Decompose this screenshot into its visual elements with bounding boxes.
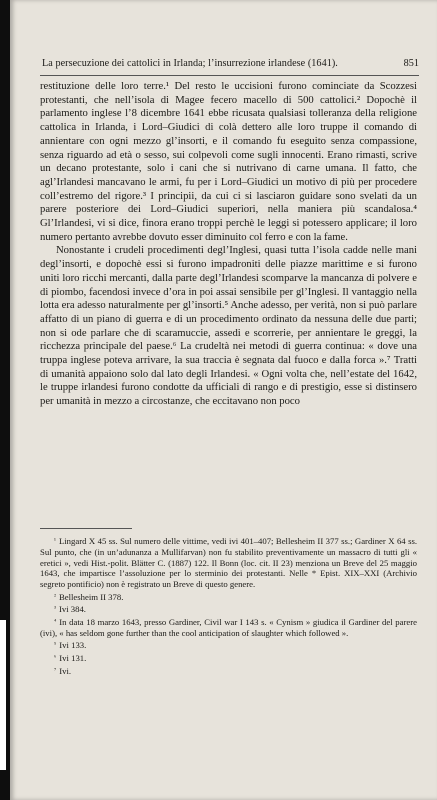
main-text [40,80,417,409]
footnote [40,604,417,615]
footnote-marker: ² [54,592,56,600]
scan-edge [0,620,6,770]
footnote-text: In data 18 marzo 1643, presso Gardiner, Civil war I 143 s. « Cynism » giudica il Gardiner del parere (ivi), « has seldom gone further than the cool anticipation of slaughter which followed ». [40,616,417,638]
footnotes [40,536,417,678]
footnote-marker: ¹ [54,537,56,544]
footnote [40,592,417,603]
footnote-marker: ⁶ [54,653,57,661]
footnote-text: Ivi 131. [59,652,87,663]
paragraph: restituzione delle loro terre.¹ Del resto le uccisioni furono cominciate da Scozzesi protestanti, che nell’isola di Magee fecero macello di 500 cattolici.² Dopochè il parlamento inglese l’8 dicembre 1641 ebbe ricusata qualsiasi tolleranza della religione cattolica in Irlanda, i Lord–Giudici di colà dettero alle loro truppe il comando di annientare con ogni mezzo gl’insorti, e il comando fu eseguito senza compassione, senza riguardo ad età o sesso, sui colpevoli come sugli innocenti. Erano rimasti, scrive un decano protestante, solo i cani che si nutrivano di carne umana. Il fatto, che agl’Irlandesi mancavano le armi, fu per i Lord–Giudici un motivo di più per procedere coll’estremo del rigore.³ I principii, da cui ci si lasciaron guidare sono svelati da un parere posteriore dei Lord–Giudici superiori, nella maniera più scandalosa.⁴ Gl’Irlandesi, vi si dice, finora erano troppi perchè le leggi si potessero applicare; il loro numero pertanto avrebbe dovuto esser diminuito col ferro e con la fame. [40,81,417,243]
running-title: La persecuzione dei cattolici in Irlanda; l’insurrezione irlandese (1641). [42,58,338,69]
footnote-marker: ⁴ [54,617,57,625]
footnote-text: Ivi. [59,665,72,676]
footnote [40,653,417,664]
footnote [40,536,417,590]
footnote-marker: ⁷ [54,666,57,674]
footnote-text: Bellesheim II 378. [58,591,124,602]
footnote-marker: ³ [54,605,56,613]
header-rule [40,75,419,76]
paragraph: Nonostante i crudeli procedimenti degl’Inglesi, quasi tutta l’isola cadde nelle mani degl’insorti, e dopochè essi si furono impadroniti delle piazze marittime e si furono uniti loro ricchi mercanti, dalla parte degl’Irlandesi scomparve la mancanza di polvere e di piombo, facendosi invece d’ora in poi assai sensibile per gl’Inglesi. Il vantaggio nella lotta era adesso naturalmente per gl’insorti.⁵ Anche adesso, per verità, non si può parlare affatto di un piano di guerra e di un procedimento ordinato da nessuna delle due parti; non si ode parlare che di scaramuccie, assedi e scorrerie, per annientare le greggi, la ricchezza principale del paese.⁶ La crudeltà nei metodi di guerra continua: « dove una truppa inglese poteva arrivare, la sua traccia è segnata dal fuoco e dalla forca ».⁷ Tratti di umanità appaiono solo dal lato degli Irlandesi. « Ogni volta che, nell’estate del 1642, le truppe irlandesi furono condotte da ufficiali di rango e di prestigio, esse si distinsero per umanità in mezzo a circostanze, che eccitavano non poco [40,245,417,408]
footnote-separator [40,528,132,529]
footnote-text: Lingard X 45 ss. Sul numero delle vittime, vedi ivi 401–407; Bellesheim II 377 ss.; Gardiner X 64 ss. Sul punto, che (in un’adunanza a Mullifarvan) non fu stabilito preventivamente un massacro di tutti gli « eretici », vedi Hist.-polit. Blätter C. (1887) 122. Il Bonn (loc. cit. II 23) menziona un Breve del 25 maggio 1643, che impartisce l’assoluzione per lo sterminio dei protestanti. Nelle * Epist. XIX–XXI (Archivio segreto pontificio) non è registrato un Breve di questo genere. [40,536,417,590]
footnote-text: Ivi 133. [59,640,87,651]
book-page [10,0,437,800]
running-header [42,58,419,69]
footnote-marker: ⁵ [54,641,57,649]
footnote [40,666,417,677]
footnote [40,640,417,651]
page-number: 851 [403,58,419,69]
footnote [40,617,417,639]
footnote-text: Ivi 384. [58,604,86,615]
